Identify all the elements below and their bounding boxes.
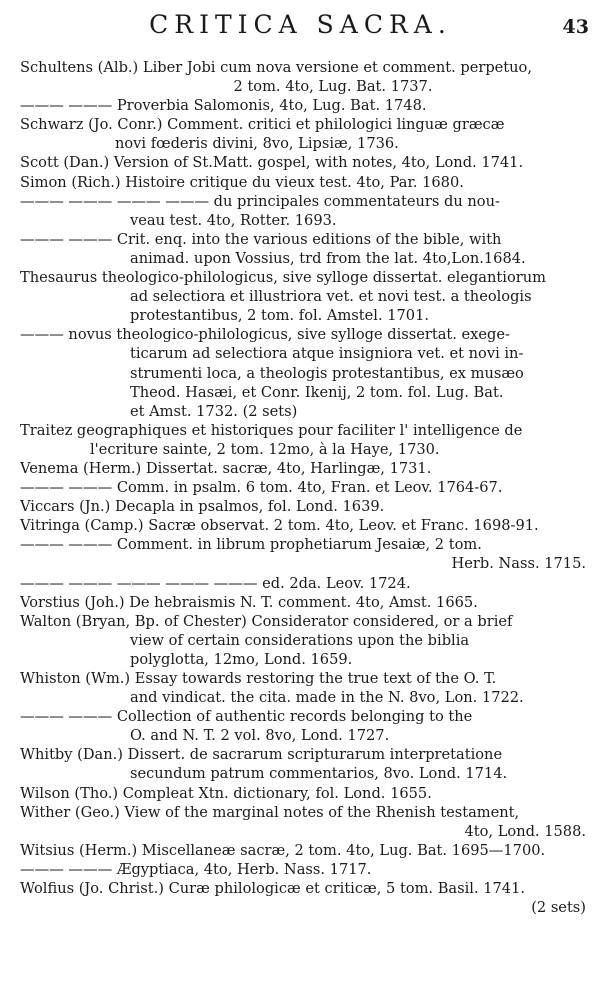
entry-line: Schwarz (Jo. Conr.) Comment. critici et philologici linguæ græcæ [20, 116, 505, 134]
entry-line: Thesaurus theologico-philologicus, sive sylloge dissertat. elegantiorum [20, 269, 546, 287]
entry-line: ——— ——— Crit. enq. into the various editions of the bible, with [20, 230, 502, 248]
bibliography-entry [20, 841, 586, 860]
bibliography-entry [20, 230, 586, 268]
entry-continuation-line: novi fœderis divini, 8vo, Lipsiæ, 1736. [115, 135, 399, 153]
bibliography-entry [20, 860, 586, 879]
bibliography-entry [20, 593, 586, 612]
entry-line: Whitby (Dan.) Dissert. de sacrarum scripturarum interpretatione [20, 746, 503, 764]
bibliography-entry [20, 497, 586, 516]
entry-continuation-line: view of certain considerations upon the biblia [130, 631, 470, 649]
entry-line: ——— ——— ——— ——— ——— ed. 2da. Leov. 1724. [20, 574, 411, 592]
bibliography-entry [20, 803, 586, 841]
entry-line: Venema (Herm.) Dissertat. sacræ, 4to, Harlingæ, 1731. [20, 459, 432, 477]
page-header [0, 10, 601, 50]
entry-line: ——— ——— Proverbia Salomonis, 4to, Lug. Bat. 1748. [20, 97, 427, 115]
entry-continuation-line: 4to, Lond. 1588. [464, 822, 586, 840]
bibliography-entry [20, 669, 586, 707]
bibliography-entry [20, 745, 586, 783]
bibliography-entry [20, 268, 586, 325]
entry-line: ——— ——— Ægyptiaca, 4to, Herb. Nass. 1717. [20, 860, 372, 878]
entry-continuation-line: polyglotta, 12mo, Lond. 1659. [130, 650, 353, 668]
bibliography-entry [20, 707, 586, 745]
bibliography-entry [20, 421, 586, 459]
entry-line: Traitez geographiques et historiques pour faciliter l' intelligence de [20, 421, 523, 439]
entry-line: Simon (Rich.) Histoire critique du vieux test. 4to, Par. 1680. [20, 173, 464, 191]
entry-continuation-line: ad selectiora et illustriora vet. et novi test. a theologis [130, 288, 532, 306]
bibliography-entry [20, 478, 586, 497]
entry-continuation-line: ticarum ad selectiora atque insigniora vet. et novi in- [130, 345, 524, 363]
bibliography-entry [20, 535, 586, 573]
entry-line: Vitringa (Camp.) Sacræ observat. 2 tom. 4to, Leov. et Franc. 1698-91. [20, 517, 539, 535]
bibliography-entry [20, 784, 586, 803]
bibliography-entry [20, 58, 586, 96]
bibliography-entry [20, 574, 586, 593]
bibliography-entry [20, 516, 586, 535]
entry-line: ——— novus theologico-philologicus, sive sylloge dissertat. exege- [20, 326, 510, 344]
entry-continuation-line: (2 sets) [531, 899, 586, 917]
entry-continuation-line: Herb. Nass. 1715. [451, 555, 586, 573]
entry-continuation-line: O. and N. T. 2 vol. 8vo, Lond. 1727. [130, 727, 390, 745]
entry-line: ——— ——— Comment. in librum prophetiarum Jesaiæ, 2 tom. [20, 536, 482, 554]
page-number: 43 [562, 16, 589, 38]
entry-line: Schultens (Alb.) Liber Jobi cum nova versione et comment. perpetuo, [20, 59, 532, 76]
entry-continuation-line: l'ecriture sainte, 2 tom. 12mo, à la Haye, 1730. [90, 440, 440, 458]
entry-line: ——— ——— ——— ——— du principales commentateurs du nou- [20, 192, 500, 210]
bibliography-entry [20, 325, 586, 420]
running-title: CRITICA SACRA. [149, 10, 452, 39]
bibliography-entry [20, 173, 586, 192]
entry-line: Viccars (Jn.) Decapla in psalmos, fol. Lond. 1639. [20, 498, 385, 516]
entry-line: ——— ——— Comm. in psalm. 6 tom. 4to, Fran. et Leov. 1764-67. [20, 479, 503, 497]
entry-continuation-line: Theod. Hasæi, et Conr. Ikenij, 2 tom. fol. Lug. Bat. [130, 383, 504, 401]
entry-line: Witsius (Herm.) Miscellaneæ sacræ, 2 tom. 4to, Lug. Bat. 1695—1700. [20, 841, 546, 859]
entry-line: Scott (Dan.) Version of St.Matt. gospel, with notes, 4to, Lond. 1741. [20, 154, 524, 172]
entry-continuation-line: et Amst. 1732. (2 sets) [130, 402, 298, 420]
entry-line: ——— ——— Collection of authentic records belonging to the [20, 708, 473, 726]
entry-continuation-line: secundum patrum commentarios, 8vo. Lond. 1714. [130, 765, 508, 783]
entry-line: Whiston (Wm.) Essay towards restoring the true text of the O. T. [20, 670, 497, 687]
entry-line: Wolfius (Jo. Christ.) Curæ philologicæ et criticæ, 5 tom. Basil. 1741. [20, 880, 526, 898]
bibliography-entry [20, 879, 586, 917]
bibliography-entry [20, 459, 586, 478]
bibliography-entry [20, 115, 586, 153]
entry-line: Wilson (Tho.) Compleat Xtn. dictionary, fol. Lond. 1655. [20, 784, 432, 802]
entry-line: Walton (Bryan, Bp. of Chester) Considerator considered, or a brief [20, 612, 513, 630]
bibliography-entry [20, 612, 586, 669]
entry-line: Vorstius (Joh.) De hebraismis N. T. comment. 4to, Amst. 1665. [20, 593, 478, 611]
entry-continuation-line: and vindicat. the cita. made in the N. 8vo, Lon. 1722. [130, 689, 524, 707]
entry-continuation-line: veau test. 4to, Rotter. 1693. [130, 211, 337, 229]
bibliography-entry [20, 153, 586, 172]
bibliography-entry [20, 96, 586, 115]
entry-line: Wither (Geo.) View of the marginal notes of the Rhenish testament, [20, 803, 520, 821]
entry-continuation-line: protestantibus, 2 tom. fol. Amstel. 1701. [130, 307, 430, 325]
entry-continuation-line: 2 tom. 4to, Lug. Bat. 1737. [233, 78, 433, 96]
entry-continuation-line: animad. upon Vossius, trd from the lat. 4to,Lon.1684. [130, 249, 526, 267]
entry-continuation-line: strumenti loca, a theologis protestantibus, ex musæo [130, 364, 524, 382]
bibliography-entry [20, 192, 586, 230]
bibliography-list [20, 58, 586, 917]
